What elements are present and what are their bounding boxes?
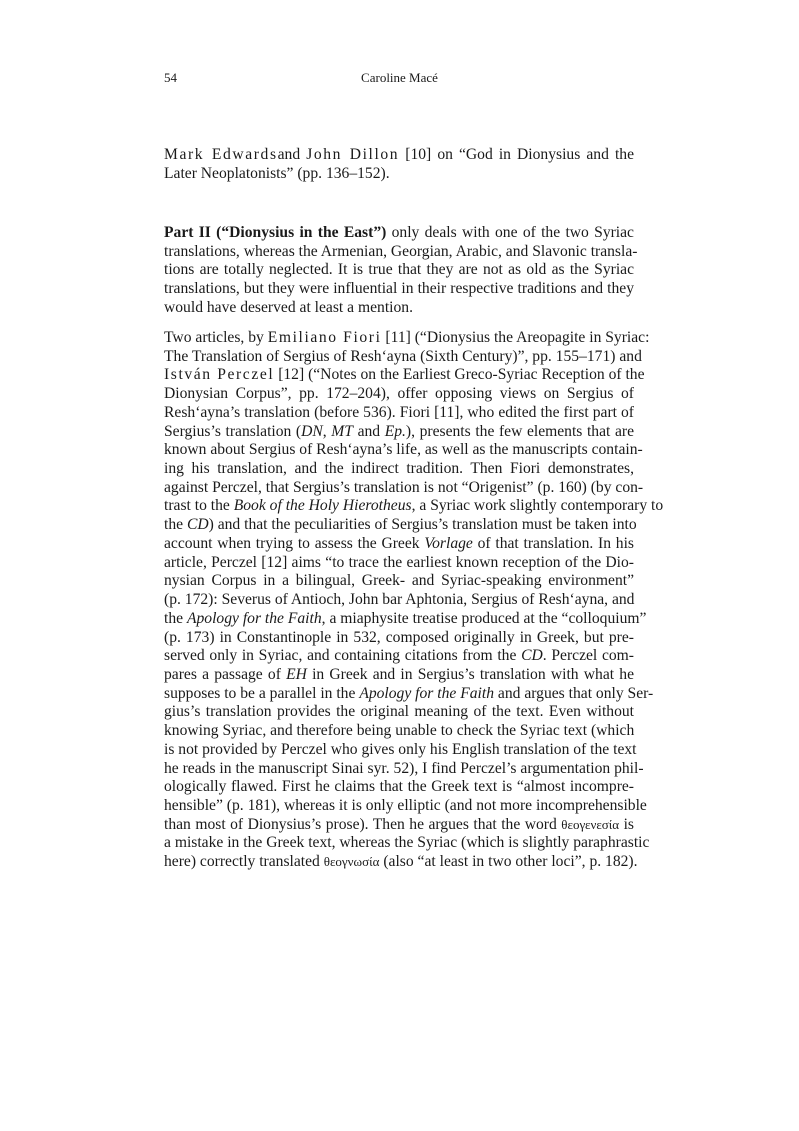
text-segment: tions are totally neglected. It is true that they are not as old as the Syriac — [164, 261, 634, 279]
text-line — [164, 647, 634, 666]
text-line — [164, 366, 645, 385]
text-segment: [10] on “God in Dionysius and the — [399, 146, 634, 163]
text-segment: , — [322, 422, 332, 440]
text-segment: [11] (“Dionysius the Areopagite in Syriac: — [381, 329, 650, 346]
text-segment: , a miaphysite treatise produced at the “colloquium” — [321, 609, 647, 627]
paragraph-fiori-perczel — [164, 329, 664, 872]
text-line — [164, 629, 634, 648]
text-line — [164, 572, 634, 591]
text-segment: the — [164, 609, 187, 627]
text-segment: hensible” (p. 181), whereas it is only elliptic (and not more incomprehensible — [164, 796, 647, 814]
text-segment: here) correctly translated — [164, 853, 324, 871]
text-segment: ), presents the few elements that are — [405, 422, 634, 440]
text-segment: and argues that only Ser- — [494, 684, 654, 702]
text-line — [164, 441, 643, 460]
text-segment: article, Perczel [12] aims “to trace the earliest known reception of the Dio- — [164, 553, 634, 571]
text-segment: translations, whereas the Armenian, Georgian, Arabic, and Slavonic transla- — [164, 242, 638, 260]
text-segment: only deals with one of the two Syriac — [386, 224, 634, 241]
text-segment: supposes to be a parallel in the — [164, 684, 360, 702]
text-line — [164, 242, 638, 262]
text-line — [164, 722, 634, 741]
text-segment: a mistake in the Greek text, whereas the Syriac (which is slightly paraphrastic — [164, 834, 650, 852]
text-segment: is — [619, 815, 634, 833]
text-line — [164, 684, 654, 704]
text-segment: Two articles, by — [164, 329, 268, 346]
text-segment: Sergius’s translation ( — [164, 422, 302, 440]
italic-text: DN — [301, 422, 323, 440]
text-line — [164, 703, 634, 722]
author-name: István Perczel — [164, 366, 275, 384]
text-segment: ologically flawed. First he claims that the Greek text is “almost incompre- — [164, 778, 634, 796]
text-segment: The Translation of Sergius of Resh‘ayna (Sixth Century)”, pp. 155–171) and — [164, 347, 642, 365]
text-segment: of that translation. In his — [472, 534, 634, 552]
italic-text: Apology for the Faith — [186, 609, 322, 627]
text-line — [164, 165, 634, 184]
text-segment: in Greek and in Sergius’s translation with what he — [306, 665, 634, 683]
greek-word: θεογενεσία — [561, 816, 620, 832]
text-line — [164, 778, 634, 797]
italic-text: Ep. — [384, 422, 406, 440]
text-segment: translations, but they were influential in their respective traditions and they — [164, 280, 634, 298]
author-name: John Dillon — [306, 146, 400, 163]
text-line — [164, 404, 634, 423]
text-line — [164, 299, 634, 318]
text-line — [164, 516, 637, 535]
greek-word: θεογνωσία — [323, 854, 380, 870]
text-segment: he reads in the manuscript Sinai syr. 52), I find Perczel’s argumentation phil- — [164, 759, 644, 777]
text-line — [164, 261, 634, 280]
text-segment: , a Syriac work slightly contemporary to — [411, 497, 664, 515]
text-segment: ing his translation, and the indirect tradition. Then Fiori demonstrates, — [164, 460, 634, 478]
text-line — [164, 759, 644, 779]
text-line — [164, 834, 650, 853]
text-segment: known about Sergius of Resh‘ayna’s life, as well as the manuscripts contain- — [164, 441, 643, 459]
text-line — [164, 609, 647, 629]
text-segment: (also “at least in two other loci”, p. 182). — [379, 853, 638, 871]
paragraph-part-ii — [164, 224, 638, 318]
text-segment: pares a passage of — [164, 665, 287, 683]
text-line — [164, 423, 634, 442]
italic-text: Apology for the Faith — [359, 684, 495, 702]
text-segment: Later Neoplatonists” (pp. 136–152). — [164, 164, 390, 182]
italic-text: EH — [286, 665, 307, 683]
text-segment: nysian Corpus in a bilingual, Greek- and Syriac-speaking environment” — [164, 572, 634, 590]
text-segment: (p. 172): Severus of Antioch, John bar Aphtonia, Sergius of Resh‘ayna, and — [164, 591, 635, 609]
italic-text: CD — [521, 647, 543, 665]
text-line — [164, 591, 634, 610]
text-line — [164, 146, 634, 165]
text-line — [164, 554, 634, 573]
text-segment: (p. 173) in Constantinople in 532, composed originally in Greek, but pre- — [164, 628, 634, 646]
text-segment: . Perczel com- — [542, 647, 634, 665]
running-head: Caroline Macé — [361, 70, 438, 85]
text-line — [164, 853, 638, 872]
text-line — [164, 385, 634, 404]
text-segment: account when trying to assess the Greek — [164, 534, 425, 552]
text-segment: Dionysian Corpus”, pp. 172–204), offer opposing views on Sergius of — [164, 385, 634, 403]
text-segment: trast to the — [164, 497, 234, 515]
text-line — [164, 740, 637, 760]
text-line — [164, 816, 634, 835]
text-line — [164, 329, 650, 348]
text-segment: against Perczel, that Sergius’s translation is not “Origenist” (p. 160) (by con- — [164, 478, 644, 496]
text-segment: than most of Dionysius’s prose). Then he argues that the word — [164, 815, 562, 833]
author-name: Emiliano Fiori — [267, 329, 382, 346]
text-line — [164, 280, 634, 299]
text-segment: served only in Syriac, and containing citations from the — [164, 647, 522, 665]
text-segment: Resh‘ayna’s translation (before 536). Fiori [11], who edited the first part of — [164, 403, 634, 421]
paragraph-edwards-dillon — [164, 146, 634, 183]
text-segment: [12] (“Notes on the Earliest Greco-Syriac Reception of the — [274, 366, 645, 384]
text-segment: would have deserved at least a mention. — [164, 298, 413, 316]
text-line — [164, 478, 644, 498]
italic-text: Vorlage — [424, 534, 473, 552]
text-segment: gius’s translation provides the original meaning of the text. Even without — [164, 703, 634, 721]
text-segment: is not provided by Perczel who gives only his English translation of the text — [164, 740, 637, 758]
text-segment: ) and that the peculiarities of Sergius’s translation must be taken into — [208, 516, 637, 534]
text-segment: and — [352, 422, 385, 440]
italic-text: Book of the Holy Hierotheus — [233, 497, 412, 515]
text-segment: the — [164, 516, 187, 534]
text-line — [164, 497, 664, 516]
author-name: Mark Edwards — [164, 146, 278, 163]
page-number: 54 — [164, 70, 177, 85]
text-segment: and — [277, 146, 307, 163]
text-segment: knowing Syriac, and therefore being unable to check the Syriac text (which — [164, 722, 635, 740]
text-line — [164, 666, 634, 685]
text-line — [164, 796, 647, 816]
italic-text: CD — [186, 516, 209, 534]
italic-text: MT — [331, 422, 353, 440]
bold-text: Part II (“Dionysius in the East”) — [164, 224, 387, 241]
text-line — [164, 224, 634, 243]
text-line — [164, 347, 642, 367]
text-line — [164, 460, 634, 479]
text-line — [164, 535, 634, 554]
